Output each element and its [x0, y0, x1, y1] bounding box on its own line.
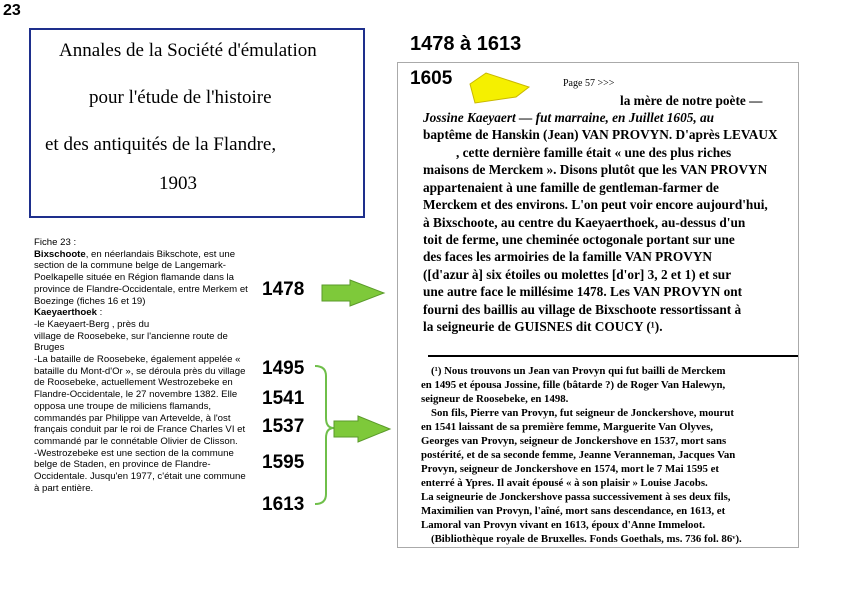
- year-1495: 1495: [262, 358, 305, 379]
- village-line: village de Roosebeke, sur l'ancienne route de Bruges: [34, 330, 228, 354]
- title-line-2: pour l'étude de l'histoire: [89, 87, 272, 108]
- bikschoote-text: , en néerlandais Bikschote, est une section de la commune belge de Langemark-Poelkapelle située en Région flamande dans la province de Flandre-Occidentale, entre Merkem et Boezinge (fiches 16 et 19): [34, 248, 248, 307]
- scan-line: ([d'azur à] six étoiles ou molettes [d'or] 3, 2 et 1) et sur: [423, 267, 732, 282]
- title-line-1: Annales de la Société d'émulation: [59, 40, 317, 61]
- scan-line: maisons de Merckem ». Disons plutôt que les VAN PROVYN: [423, 162, 768, 177]
- scan-line: la seigneurie de GUISNES dit COUCY (¹).: [423, 319, 663, 334]
- year-1541: 1541: [262, 388, 305, 409]
- scan-line: fourni des baillis au village de Bixschoote ressortissant à: [423, 302, 742, 317]
- year-1595: 1595: [262, 452, 305, 473]
- footnote-line: postérité, et de sa seconde femme, Jeanne Veranneman, Jacques Van: [421, 449, 736, 461]
- bikschoote-term: Bixschoote: [34, 248, 86, 260]
- scan-line: la mère de notre poète —: [620, 93, 763, 108]
- scan-line: baptême de Hanskin (Jean) VAN PROVYN. D'après LEVAUX: [423, 127, 778, 142]
- page-number: 23: [3, 2, 21, 19]
- footnote-rule: [428, 355, 798, 357]
- range-title: 1478 à 1613: [410, 33, 522, 55]
- footnote-line: en 1541 laissant de sa première femme, Marguerite Van Olyves,: [421, 421, 713, 433]
- scan-line: Merckem et des environs. L'on peut voir encore aujourd'hui,: [423, 197, 768, 212]
- scan-line: appartenaient à une famille de gentleman-farmer de: [423, 180, 719, 195]
- footnote-line: Provyn, seigneur de Jonckershove en 1574, mort le 7 Mai 1595 et: [421, 463, 719, 475]
- footnote-line: (Bibliothèque royale de Bruxelles. Fonds Goethals, ms. 736 fol. 86ᵛ).: [431, 533, 742, 545]
- year-1478: 1478: [262, 279, 305, 300]
- page-reference: Page 57 >>>: [563, 78, 615, 89]
- footnote-line: Lamoral van Provyn vivant en 1613, époux d'Anne Immeloot.: [421, 519, 706, 531]
- bataille-note: -La bataille de Roosebeke, également appelée « bataille du Mont-d'Or », se déroula près du village de Roosebeke, actuellement Westrozebeke en Flandre-Occidentale, le 27 novembre 1382. Elle opposa une troupe de miliciens flamands, commandés par Philippe van Artevelde, à l'ost français conduit par le roi de France Charles VI et commandé par le connétable Olivier de Clisson.: [34, 354, 246, 447]
- kaeyaerthoek-colon: :: [96, 307, 103, 319]
- title-line-3: et des antiquités de la Flandre,: [45, 134, 277, 155]
- kaeyaerthoek-term: Kaeyaerthoek: [34, 307, 97, 319]
- footnote-line: (¹) Nous trouvons un Jean van Provyn qui fut bailli de Merckem: [431, 365, 726, 377]
- footnote-line: Maximilien van Provyn, l'aîné, mort sans descendance, en 1613, et: [421, 505, 726, 517]
- scan-line: des faces les armoiries de la famille VAN PROVYN: [423, 249, 713, 264]
- year-1605: 1605: [410, 68, 453, 89]
- scan-line: , cette dernière famille était « une des plus riches: [456, 145, 732, 160]
- fiche-label: Fiche 23 :: [34, 237, 77, 248]
- footnote-line: seigneur de Roosebeke, en 1498.: [421, 393, 569, 405]
- footnote-line: Son fils, Pierre van Provyn, fut seigneur de Jonckershove, mourut: [431, 407, 734, 419]
- berg-line: -le Kaeyaert-Berg , près du: [34, 318, 150, 330]
- westrozebeke-note: -Westrozebeke est une section de la commune belge de Staden, en province de Flandre-Occidentale. Jusqu'en 1977, c'était une commune à part entière.: [34, 447, 246, 494]
- year-1613: 1613: [262, 494, 305, 515]
- scan-line: à Bixschoote, au centre du Kaeyaerthoek, au-dessus d'un: [423, 215, 746, 230]
- footnote-line: enterré à Ypres. Il avait épousé « à son plaisir » Louise Jacobs.: [421, 477, 708, 489]
- footnote-line: La seigneurie de Jonckershove passa successivement à ses deux fils,: [421, 491, 731, 503]
- title-year: 1903: [159, 173, 197, 194]
- scan-line: toit de ferme, une cheminée octogonale portant sur une: [423, 232, 735, 247]
- footnote-line: en 1495 et épousa Jossine, fille (bâtarde ?) de Roger Van Halewyn,: [421, 379, 726, 391]
- scan-line: Jossine Kaeyaert — fut marraine, en Juillet 1605, au: [423, 110, 715, 125]
- bracket: [315, 366, 334, 504]
- footnote-line: Georges van Provyn, seigneur de Jonckershove en 1537, mort sans: [421, 435, 727, 447]
- year-1537: 1537: [262, 416, 305, 437]
- scanned-page: [397, 62, 799, 548]
- green-arrow-footnote: [334, 416, 390, 442]
- scan-line: une autre face le millésime 1478. Les VAN PROVYN ont: [423, 284, 743, 299]
- green-arrow-1478: [322, 280, 384, 306]
